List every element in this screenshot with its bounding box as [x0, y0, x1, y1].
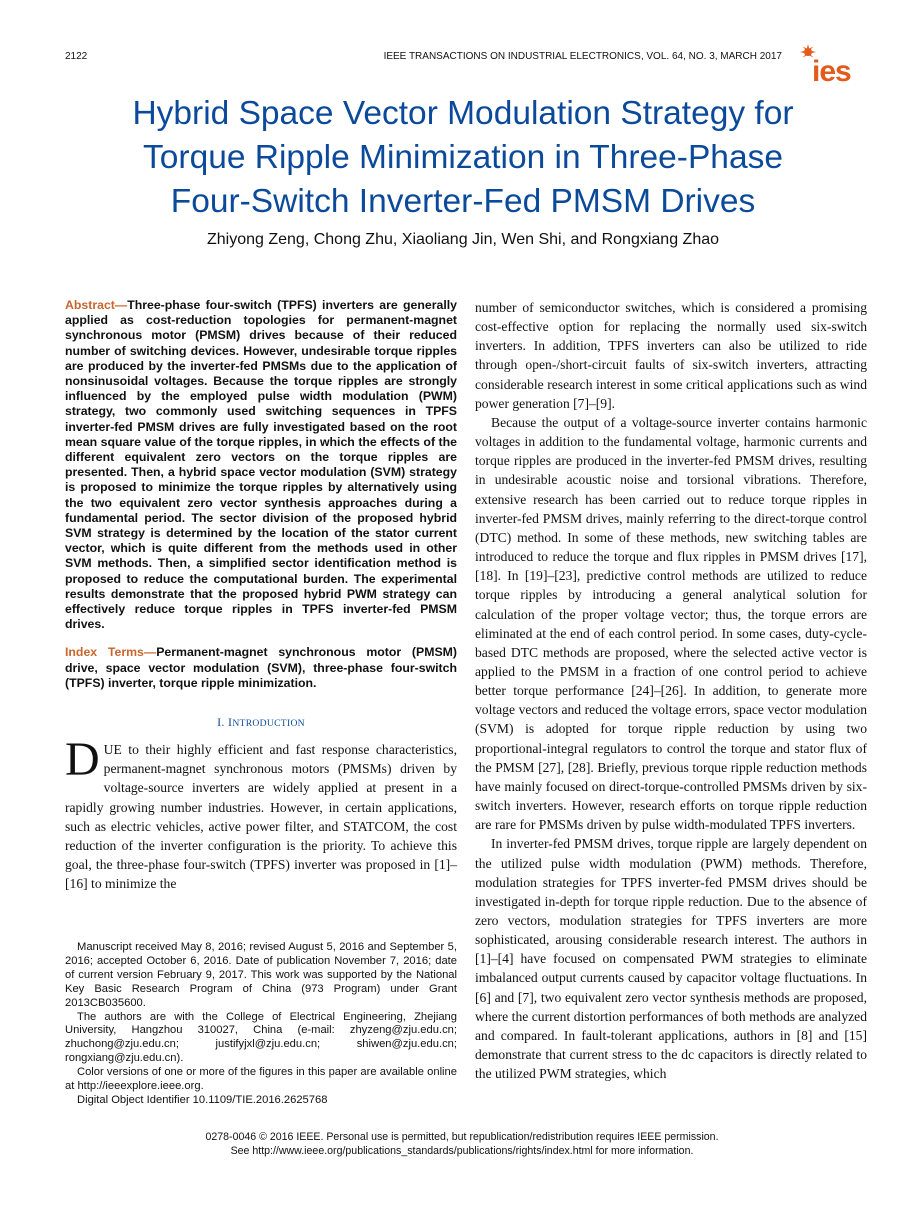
paper-title	[40, 92, 886, 224]
author-list: Zhiyong Zeng, Chong Zhu, Xiaoliang Jin, Wen Shi, and Rongxiang Zhao	[206, 231, 720, 248]
ies-logo	[796, 44, 872, 84]
index-terms-label: Index Terms—	[65, 645, 157, 660]
copyright-notice	[65, 1131, 859, 1158]
abstract-text: Three-phase four-switch (TPFS) inverters are generally applied as cost-reduction topologies for permanent-magnet synchronous motor (PMSM) drives because of their reduced number of switching devices. However, undesirable torque ripples are produced by the inverter-fed PMSMs due to the application of nonsinusoidal voltages. Because the torque ripples are strongly influenced by the employed pulse width modulation (PWM) strategy, two commonly used switching sequences in TPFS inverter-fed PMSM drives are fully investigated based on the root mean square value of the torque ripples, in which the effects of the different equivalent zero vectors on the torque ripples are presented. Then, a hybrid space vector modulation (SVM) strategy is proposed to minimize the torque ripples by alternatively using the two equivalent zero vector synthesis approaches during a fundamental period. The sector division of the proposed hybrid SVM strategy is determined by the location of the stator current vector, which is quite different from the methods used in other SVM methods. Then, a simplified sector identification method is proposed to reduce the computational burden. The experimental results demonstrate that the proposed hybrid PWM strategy can effectively reduce torque ripples in TPFS inverter-fed PMSM drives.	[65, 298, 457, 632]
copyright-line: 0278-0046 © 2016 IEEE. Personal use is permitted, but republication/redistribution requires IEEE permission.	[205, 1131, 719, 1143]
title-line: Hybrid Space Vector Modulation Strategy for	[132, 95, 794, 132]
intro-text: UE to their highly efficient and fast response characteristics, permanent-magnet synchronous motors (PMSMs) driven by voltage-source inverters are widely applied at present in a rapidly growing number industries. However, in certain applications, such as electric vehicles, active power filter, and STATCOM, the cost reduction of the inverter configuration is the priority. To achieve this goal, the three-phase four-switch (TPFS) inverter was proposed in [1]–[16] to minimize the	[65, 742, 457, 892]
abstract	[65, 298, 457, 632]
footnote-manuscript: Manuscript received May 8, 2016; revised August 5, 2016 and September 5, 2016; accepted October 6, 2016. Date of publication November 7, 2016; date of current version February 9, 2017. This work was supported by the National Key Basic Research Program of China (973 Program) under Grant 2013CB035600.	[65, 941, 457, 1009]
footnote-doi: Digital Object Identifier 10.1109/TIE.2016.2625768	[77, 1093, 328, 1106]
abstract-label: Abstract—	[65, 298, 128, 312]
index-terms-text: Permanent-magnet synchronous motor (PMSM) drive, space vector modulation (SVM), three-phase four-switch (TPFS) inverter, torque ripple minimization.	[65, 645, 457, 690]
body-paragraph: Because the output of a voltage-source inverter contains harmonic voltages in addition to the fundamental voltage, harmonic currents and torque ripples are produced in the inverter-fed PMSM drives, resulting in undesirable acoustic noise and torsional vibrations. Therefore, extensive research has been carried out to reduce torque ripples in inverter-fed PMSM drives, mainly referring to the direct-torque control (DTC) method. In some of these methods, new switching tables are introduced to reduce the torque and flux ripples in PMSM drives [17], [18]. In [19]–[23], predictive control methods are utilized to reduce torque ripples by introducing a general analytical solution for calculation of the proper voltage vector; thus, the torque errors are eliminated at the end of each control period. In some cases, duty-cycle-based DTC methods are proposed, where the selected active vector is applied to the PMSM in a fraction of one control period to achieve better torque performance [24]–[26]. In addition, to generate more voltage vectors and reduced the voltage errors, space vector modulation (SVM) is adopted for torque ripple reduction by using two proportional-integral regulators to control the torque and stator flux of the PMSM [27], [28]. Briefly, previous torque ripple reduction methods have mainly focused on direct-torque-controlled PMSMs driven by six-switch inverters. However, research efforts on torque ripple reduction are rare for PMSMs driven by pulse width-modulated TPFS inverters.	[475, 414, 867, 833]
copyright-line: See http://www.ieee.org/publications_standards/publications/rights/index.html for more information.	[230, 1144, 694, 1157]
section-heading	[65, 715, 457, 730]
intro-paragraph	[65, 733, 457, 893]
body-paragraph: number of semiconductor switches, which is considered a promising cost-effective option for replacing the normally used six-switch inverters. In addition, TPFS inverters can also be utilized to ride through open-/short-circuit faults of six-switch inverters, attracting considerable research interest in some critical applications such as wind power generation [7]–[9].	[475, 300, 867, 411]
footnote-color-versions: Color versions of one or more of the figures in this paper are available online at http://ieeexplore.ieee.org.	[65, 1066, 457, 1093]
left-column	[65, 298, 457, 893]
title-line: Torque Ripple Minimization in Three-Phase	[143, 139, 783, 176]
section-first-letter: I	[228, 715, 233, 730]
drop-cap: D	[65, 733, 100, 787]
footnote	[65, 941, 457, 1108]
index-terms	[65, 645, 457, 691]
footnote-affiliation: The authors are with the College of Electrical Engineering, Zhejiang University, Hangzhou 310027, China (e-mail: zhyzeng@zju.edu.cn; zhuchong@zju.edu.cn; justifyjxl@zju.edu.cn; shiwen@zju.edu.cn; rongxiang@zju.edu.cn).	[65, 1010, 457, 1065]
running-header: IEEE TRANSACTIONS ON INDUSTRIAL ELECTRONICS, VOL. 64, NO. 3, MARCH 2017	[383, 51, 782, 62]
section-title-rest: NTRODUCTION	[232, 718, 305, 730]
section-number: I.	[217, 715, 225, 730]
ies-logo-text: ies	[812, 55, 851, 84]
page-number: 2122	[65, 51, 88, 62]
title-line: Four-Switch Inverter-Fed PMSM Drives	[170, 183, 756, 220]
right-column	[475, 298, 867, 1083]
body-paragraph: In inverter-fed PMSM drives, torque ripple are largely dependent on the utilized pulse width modulation (PWM) methods. Therefore, modulation strategies for TPFS inverter-fed PMSM drives should be investigated in-depth for torque ripple reduction. Due to the absence of zero vectors, modulation strategies for TPFS inverters are more sophisticated, arousing considerable research interest. The authors in [1]–[4] have focused on compensated PWM strategies to eliminate imbalanced output currents caused by capacitor voltage fluctuations. In [6] and [7], two equivalent zero vector synthesis methods are proposed, where the current distortion performances of both methods are analyzed and compared. In fault-tolerant applications, authors in [8] and [15] demonstrate that current stress to the dc capacitors is directly related to the utilized PWM strategies, which	[475, 836, 867, 1082]
